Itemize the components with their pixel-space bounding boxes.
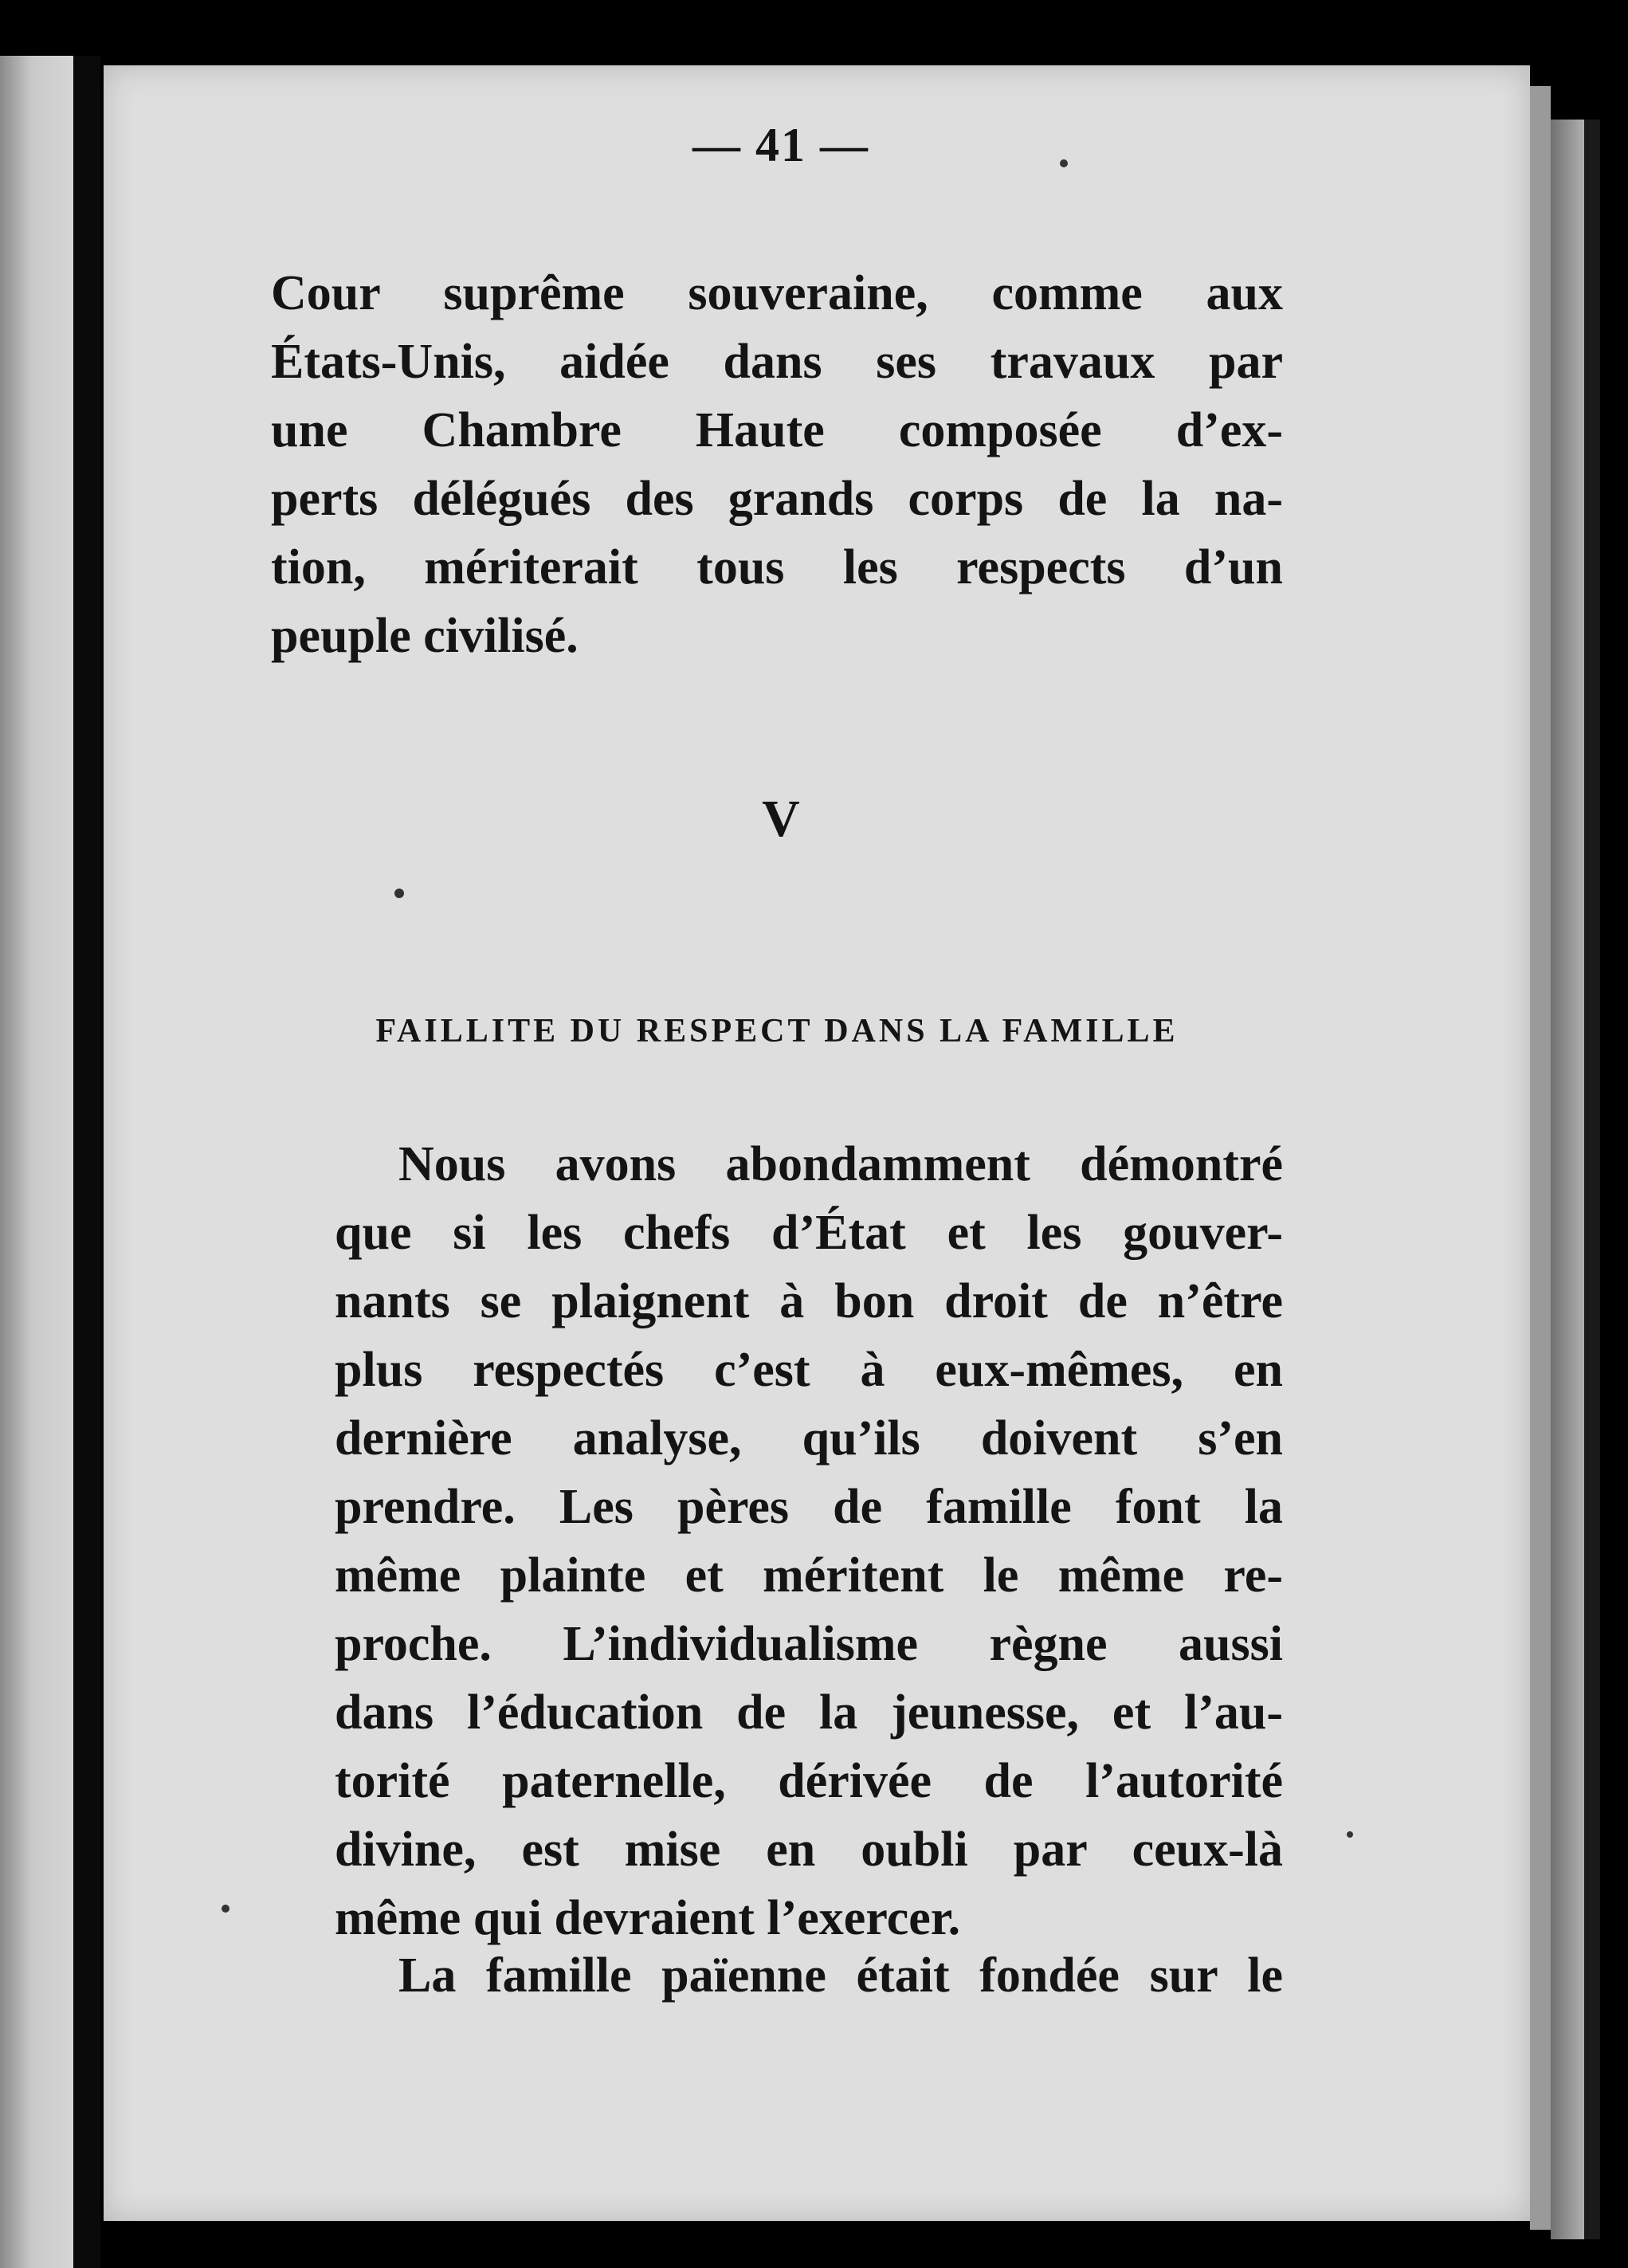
- text-line: que si les chefs d’État et les gouver-: [335, 1206, 1283, 1260]
- text-line: torité paternelle, dérivée de l’autorité: [335, 1754, 1283, 1808]
- text-line: dernière analyse, qu’ils doivent s’en: [335, 1411, 1283, 1466]
- text-line: dans l’éducation de la jeunesse, et l’au-: [335, 1685, 1283, 1740]
- scan-speck: [1060, 159, 1068, 167]
- scan-speck: [222, 1905, 229, 1913]
- previous-page-edge: [0, 56, 80, 2268]
- text-line: même plainte et méritent le même re-: [335, 1548, 1283, 1603]
- text-line: une Chambre Haute composée d’ex-: [271, 403, 1283, 457]
- chapter-title: FAILLITE DU RESPECT DANS LA FAMILLE: [375, 1013, 1179, 1050]
- text-line: La famille païenne était fondée sur le: [398, 1948, 1283, 2003]
- text-line: tion, mériterait tous les respects d’un: [271, 540, 1283, 594]
- paragraph-1: [271, 259, 1283, 670]
- book-cover-edge: [1584, 120, 1600, 2239]
- text-line: prendre. Les pères de famille font la: [335, 1480, 1283, 1534]
- text-line: proche. L’individualisme règne aussi: [335, 1617, 1283, 1671]
- paragraph-3: [271, 1941, 1283, 2010]
- text-line: plus respectés c’est à eux-mêmes, en: [335, 1343, 1283, 1397]
- chapter-numeral: V: [762, 790, 800, 848]
- page-stack-edge: [1530, 86, 1551, 2230]
- text-line: divine, est mise en oubli par ceux-là: [335, 1823, 1283, 1877]
- scan-speck: [1347, 1831, 1353, 1838]
- text-line: Cour suprême souveraine, comme aux: [271, 266, 1283, 320]
- text-line: même qui devraient l’exercer.: [335, 1891, 961, 1945]
- page-stack-edge: [1551, 120, 1584, 2239]
- text-line: nants se plaignent à bon droit de n’être: [335, 1274, 1283, 1328]
- page-number: — 41 —: [692, 119, 869, 171]
- text-line: perts délégués des grands corps de la na-: [271, 472, 1283, 526]
- text-line: États-Unis, aidée dans ses travaux par: [271, 335, 1283, 389]
- scan-speck: [394, 889, 404, 898]
- book-gutter: [73, 56, 100, 2268]
- paragraph-2: [271, 1130, 1283, 1952]
- text-line: Nous avons abondamment démontré: [398, 1137, 1283, 1191]
- text-line: peuple civilisé.: [271, 609, 579, 663]
